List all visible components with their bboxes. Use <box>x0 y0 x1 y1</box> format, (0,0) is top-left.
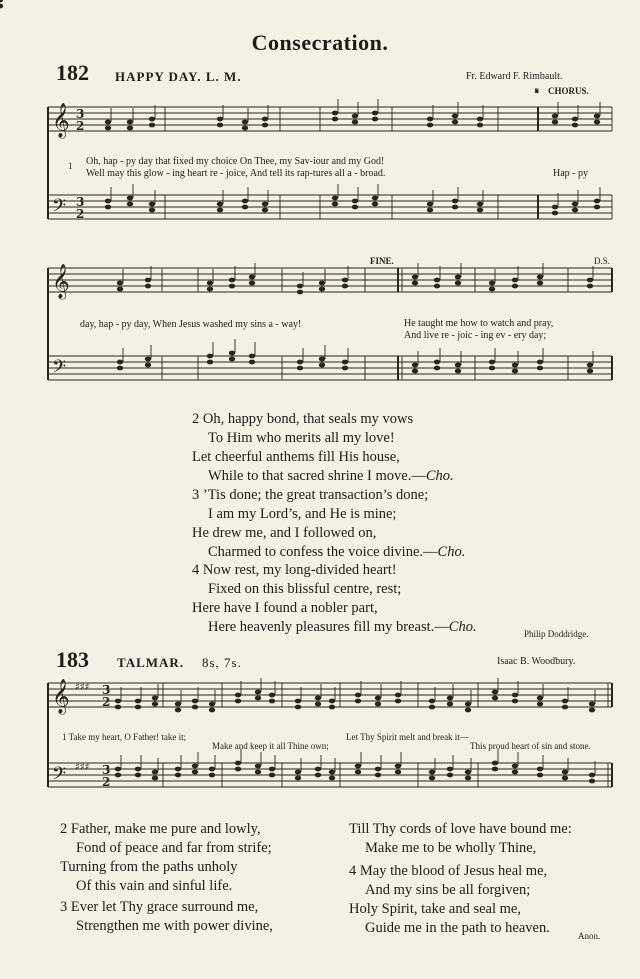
hymn-182-author: Philip Doddridge. <box>524 629 589 639</box>
svg-text:𝄢: 𝄢 <box>52 764 67 789</box>
svg-text:3: 3 <box>102 683 111 697</box>
svg-text:♯♯♯: ♯♯♯ <box>75 762 90 773</box>
hymn-183-number: 183 <box>56 647 89 672</box>
verse-line: Of this vain and sinful life. <box>76 878 233 894</box>
chorus-ref: Cho. <box>425 468 454 484</box>
svg-text:3: 3 <box>76 107 85 121</box>
svg-text:2: 2 <box>102 775 111 789</box>
svg-text:3: 3 <box>76 195 85 209</box>
hymn-183-verse-2 <box>60 820 272 896</box>
lyric-182-line-2: day, hap - py day, When Jesus washed my sins a - way! <box>80 319 302 330</box>
verse-line: I am my Lord’s, and He is mine; <box>208 506 397 522</box>
hymn-182-number: 182 <box>56 60 89 85</box>
verse-number: 2 <box>192 411 200 427</box>
hymn-183-verse-3-cont <box>349 820 572 858</box>
segno-symbol: 𝄋 <box>535 86 539 96</box>
staff-182-2-treble <box>48 268 612 292</box>
verse-line: While to that sacred shrine I move.— <box>208 468 426 484</box>
staff-183-treble <box>48 683 612 707</box>
verse-line: Guide me in the path to heaven. <box>365 920 550 936</box>
verse-line: ’Tis done; the great transaction’s done; <box>202 487 429 503</box>
chorus-ref: Cho. <box>437 544 466 560</box>
verse-number: 4 <box>192 562 200 578</box>
hymn-182-verse-4 <box>192 561 477 637</box>
svg-text:𝄢: 𝄢 <box>52 357 67 382</box>
verse-number-1: 1 <box>68 161 73 171</box>
lyric-182-line-1b: Well may this glow - ing heart re - joice, And tell its rap-tures all a - broad. <box>86 168 386 179</box>
verse-line: Fixed on this blissful centre, rest; <box>208 581 402 597</box>
verse-number: 3 <box>192 487 200 503</box>
lyric-182-line-2b-b: And live re - joic - ing ev - ery day; <box>404 330 547 341</box>
lyric-183-4: This proud heart of sin and stone. <box>470 741 591 751</box>
verse-number: 2 <box>60 821 68 837</box>
lyric-183-1: 1 Take my heart, O Father! take it; <box>62 732 187 742</box>
verse-line: Father, make me pure and lowly, <box>70 821 261 837</box>
verse-line: Till Thy cords of love have bound me: <box>349 821 572 837</box>
hymn-182-verse-2 <box>192 410 454 486</box>
hymn-183-composer: Isaac B. Woodbury. <box>497 656 576 667</box>
verse-line: Holy Spirit, take and seal me, <box>349 901 521 917</box>
svg-text:2: 2 <box>102 695 111 709</box>
verse-line: Oh, happy bond, that seals my vows <box>202 411 414 427</box>
verse-line: Let cheerful anthems fill His house, <box>192 449 400 465</box>
hymn-183-meter: 8s, 7s. <box>202 655 242 670</box>
verse-line: Here heavenly pleasures fill my breast.— <box>208 619 449 635</box>
lyric-182-line-2b-a: He taught me how to watch and pray, <box>404 318 554 329</box>
hymn-183-tune: TALMAR. <box>117 655 185 670</box>
verse-line: Charmed to confess the voice divine.— <box>208 544 438 560</box>
verse-line: Strengthen me with power divine, <box>76 918 273 934</box>
verse-line: May the blood of Jesus heal me, <box>359 863 548 879</box>
hymn-183-author: Anon. <box>578 931 601 941</box>
svg-text:3: 3 <box>102 763 111 777</box>
staff-183-bass <box>48 763 612 787</box>
verse-line: Fond of peace and far from strife; <box>76 840 272 856</box>
verse-line: Make me to be wholly Thine, <box>365 840 537 856</box>
lyric-183-3: Let Thy Spirit melt and break it— <box>346 732 469 742</box>
verse-line: And my sins be all forgiven; <box>365 882 531 898</box>
hymn-183-verse-3 <box>60 898 273 936</box>
svg-text:𝄞: 𝄞 <box>52 679 70 714</box>
hymn-182-composer: Fr. Edward F. Rimbault. <box>466 71 563 82</box>
svg-text:2: 2 <box>76 207 85 221</box>
chorus-ref: Cho. <box>448 619 477 635</box>
verse-line: Here have I found a nobler part, <box>192 600 378 616</box>
verse-line: To Him who merits all my love! <box>208 430 395 446</box>
lyric-182-happy: Hap - py <box>553 168 588 179</box>
verse-line: Turning from the paths unholy <box>60 859 238 875</box>
page-title: Consecration. <box>251 30 389 55</box>
verse-line: Ever let Thy grace surround me, <box>70 899 259 915</box>
verse-line: Now rest, my long-divided heart! <box>202 562 397 578</box>
lyric-183-2: Make and keep it all Thine own; <box>212 741 329 751</box>
chorus-label: CHORUS. <box>548 86 589 96</box>
fine-label: FINE. <box>370 256 394 266</box>
verse-line: He drew me, and I followed on, <box>192 525 377 541</box>
staff-182-2-bass <box>48 356 612 380</box>
svg-text:2: 2 <box>76 119 85 133</box>
verse-number: 3 <box>60 899 68 915</box>
verse-number: 4 <box>349 863 357 879</box>
hymn-183-verse-4 <box>349 862 550 938</box>
svg-text:𝄢: 𝄢 <box>52 196 67 221</box>
hymn-182-verse-3 <box>192 486 465 562</box>
svg-text:𝄞: 𝄞 <box>52 103 70 138</box>
svg-text:𝄞: 𝄞 <box>52 264 70 299</box>
svg-text:♯♯♯: ♯♯♯ <box>75 682 90 693</box>
ds-label: D.S. <box>594 256 611 266</box>
lyric-182-line-1a: Oh, hap - py day that fixed my choice On Thee, my Sav-iour and my God! <box>86 156 385 167</box>
hymn-182-tune: HAPPY DAY. L. M. <box>115 69 242 84</box>
